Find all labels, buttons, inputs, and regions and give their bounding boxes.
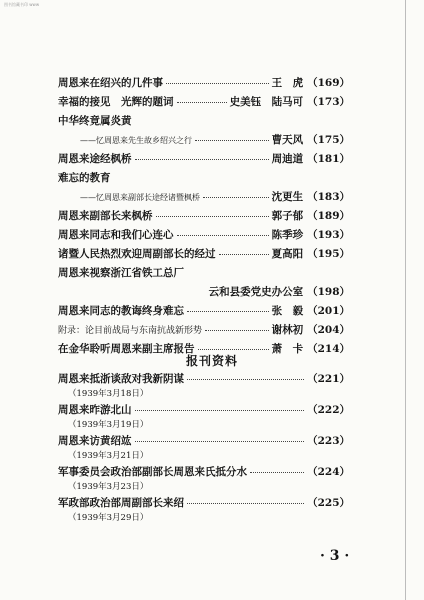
toc-page: （204） — [307, 324, 350, 336]
toc-title: 周恩来同志的教诲终身难忘 — [58, 305, 184, 317]
press-title: 周恩来昨游北山 — [58, 404, 132, 416]
toc-title: 幸福的接见 光辉的题词 — [58, 96, 174, 108]
toc-entry[interactable] — [58, 268, 350, 279]
press-entry[interactable] — [58, 436, 350, 447]
toc-author: 萧 卡 — [271, 343, 304, 355]
toc-subtitle: ——忆周恩来先生故乡绍兴之行 — [80, 136, 192, 145]
toc-subtitle-entry[interactable] — [80, 135, 350, 146]
press-page: （223） — [307, 435, 350, 447]
press-date: （1939年3月18日） — [68, 389, 149, 399]
toc-title: 周恩来副部长来枫桥 — [58, 210, 153, 222]
toc-page: （193） — [307, 229, 350, 241]
toc-page: （189） — [307, 210, 350, 222]
dot-leader — [198, 349, 269, 350]
toc-page: （195） — [307, 248, 350, 260]
toc-entry[interactable] — [58, 78, 350, 89]
toc-author: 周迪道 — [271, 153, 304, 165]
toc-entry[interactable] — [58, 249, 350, 260]
press-date: （1939年3月29日） — [68, 513, 149, 523]
toc-title: 附录：论目前战局与东南抗战新形势 — [58, 326, 203, 336]
toc-author: 张 毅 — [271, 305, 304, 317]
dot-leader — [135, 410, 305, 411]
toc-author: 史美钰 陆马可 — [229, 96, 304, 108]
toc-title: 在金华聆听周恩来副主席报告 — [58, 343, 195, 355]
toc-page: （214） — [307, 343, 350, 355]
toc-page: （183） — [307, 191, 350, 203]
dot-leader — [177, 235, 269, 236]
press-entry[interactable] — [58, 405, 350, 416]
toc-title: 周恩来视察浙江省铁工总厂 — [58, 267, 184, 279]
press-title: 军政部政治部周副部长来绍 — [58, 497, 184, 509]
press-page: （222） — [307, 404, 350, 416]
toc-subtitle-entry[interactable] — [80, 192, 350, 203]
dot-leader — [135, 441, 305, 442]
toc-title: 周恩来在绍兴的几件事 — [58, 77, 163, 89]
toc-author: 夏高阳 — [271, 248, 304, 260]
toc-author: 沈更生 — [271, 191, 304, 203]
press-title: 周恩来抵浙谈敌对我新阴谋 — [58, 373, 184, 385]
toc-entry[interactable] — [58, 325, 350, 336]
toc-title: 周恩来途经枫桥 — [58, 153, 132, 165]
toc-title: 中华终竟属炎黄 — [58, 115, 132, 127]
toc-page: （201） — [307, 305, 350, 317]
press-page: （224） — [307, 466, 350, 478]
toc-entry[interactable] — [58, 211, 350, 222]
press-entry[interactable] — [58, 467, 350, 478]
press-page: （221） — [307, 373, 350, 385]
toc-entry[interactable] — [58, 230, 350, 241]
toc-title: 难忘的教育 — [58, 172, 111, 184]
dot-leader — [135, 159, 269, 160]
toc-author-line[interactable] — [58, 287, 350, 298]
toc-author: 曹天风 — [271, 134, 304, 146]
toc-author: 王 虎 — [271, 77, 304, 89]
toc-page: （169） — [307, 77, 350, 89]
dot-leader — [156, 216, 269, 217]
press-date: （1939年3月19日） — [68, 420, 149, 430]
press-title: 周恩来访黄绍竑 — [58, 435, 132, 447]
press-entry[interactable] — [58, 374, 350, 385]
dot-leader — [187, 379, 304, 380]
dot-leader — [195, 140, 269, 141]
toc-author: 谢林初 — [271, 324, 304, 336]
toc-title: 周恩来同志和我们心连心 — [58, 229, 174, 241]
section-heading: 报刊资料 — [185, 354, 238, 368]
press-page: （225） — [307, 497, 350, 509]
watermark-stamp: 图书馆藏书印 www — [4, 2, 40, 7]
toc-page: （198） — [307, 286, 350, 298]
toc-author: 云和县委党史办公室 — [208, 286, 304, 298]
press-date: （1939年3月21日） — [68, 451, 149, 461]
toc-page: （181） — [307, 153, 350, 165]
dot-leader — [187, 311, 269, 312]
toc-author: 郭子郁 — [271, 210, 304, 222]
dot-leader — [166, 83, 269, 84]
dot-leader — [250, 472, 304, 473]
toc-entry[interactable] — [58, 306, 350, 317]
dot-leader — [203, 197, 269, 198]
toc-author: 陈季珍 — [271, 229, 304, 241]
dot-leader — [205, 330, 269, 331]
toc-page: （175） — [307, 134, 350, 146]
toc-subtitle: ——忆周恩来副部长途经诸暨枫桥 — [80, 193, 200, 202]
toc-entry[interactable] — [58, 154, 350, 165]
dot-leader — [219, 254, 269, 255]
toc-page: （173） — [307, 96, 350, 108]
press-title: 军事委员会政治部副部长周恩来氏抵分水 — [58, 466, 247, 478]
press-date: （1939年3月23日） — [68, 482, 149, 492]
dot-leader — [187, 503, 304, 504]
dot-leader — [177, 102, 227, 103]
page-number: · 3 · — [320, 548, 350, 564]
toc-entry[interactable] — [58, 116, 350, 127]
toc-entry[interactable] — [58, 173, 350, 184]
toc-entry[interactable] — [58, 97, 350, 108]
page-edge-line — [405, 0, 406, 600]
dot-leader — [61, 292, 206, 293]
press-entry[interactable] — [58, 498, 350, 509]
toc-title: 诸暨人民热烈欢迎周副部长的经过 — [58, 248, 216, 260]
